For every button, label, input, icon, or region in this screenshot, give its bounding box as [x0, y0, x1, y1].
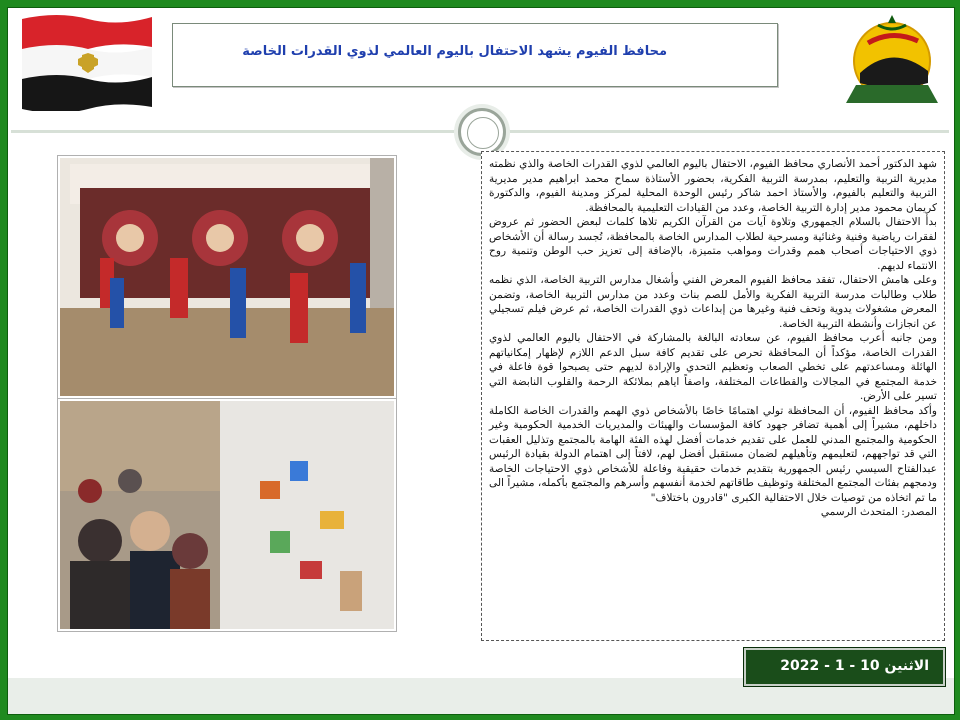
publish-date: الاثنين 10 - 1 - 2022: [780, 658, 929, 674]
celebration-photo: [58, 156, 396, 398]
article-paragraph: وعلى هامش الاحتفال، تفقد محافظ الفيوم المعرض الفني وأشغال مدارس التربية الخاصة، الذي نظمه طلاب وطالبات مدرسة التربية الفكرية والأمل للصم بنات وعدد من مدارس التربية الخاصة، وتضمن المعرض مشغولات يدوية وتحف فنية وغيرها من إبداعات ذوي القدرات الخاصة، ثم عرض فيلم تسجيلي عن انجازات وأنشطة التربية الخاصة.: [489, 274, 937, 330]
circle-ornament: [458, 108, 506, 156]
article-paragraph: وأكد محافظ الفيوم، أن المحافظة تولي اهتمامًا خاصًا بالأشخاص ذوي الهمم والقدرات الخاصة الكاملة داخلهم، مشيراً إلى أهمية تضافر جهود كافة المؤسسات والهيئات والمديريات الخدمية الحكومية وغير الحكومية والمجتمع المدني للعمل على تقديم خدمات أفضل لهذه الفئة الهامة بالمجتمع وتذليل العقبات التي قد تواجههم، لتعليمهم وتأهيلهم لضمان مستقبل أفضل لهم، لافتاً إلى اهتمام الدولة بقيادة الرئيس عبدالفتاح السيسي رئيس الجمهورية بتقديم خدمات حقيقية وفاعلة للأشخاص ذوي الاحتياجات الخاصة ودمجهم بفئات المجتمع المختلفة وتوظيف طاقاتهم لخدمة أنفسهم وأسرهم والمجتمع بأكمله، مشيراً الى ما تم اتخاذه من توصيات خلال الاحتفالية الكبرى "قادرون باختلاف": [489, 404, 937, 504]
article-paragraph: بدأ الاحتفال بالسلام الجمهوري وتلاوة آيات من القرآن الكريم تلاها كلمات لبعض الحضور ثم عروض لفقرات رياضية وفنية وغنائية ومسرحية لطلاب المدارس الخاصة بالمحافظة، تُجسد رسالة أن الأشخاص ذوي الاحتياجات أصحاب همم وقدرات ومواهب متميزة، بالإضافة إلى تعزيز حب الوطن وتنمية روح الانتماء لديهم.: [489, 216, 937, 272]
header: [8, 8, 954, 143]
fayoum-governorate-logo: [838, 13, 946, 108]
article-paragraph: شهد الدكتور أحمد الأنصاري محافظ الفيوم، الاحتفال باليوم العالمي لذوي القدرات الخاصة والذي نظمته مديرية التربية والتعليم، بمدرسة التربية الفكرية، بحضور الأستاذة سماح محمد ابراهيم مدير مديرية التربية والتعليم بالفيوم، والأستاذ احمد شاكر رئيس الوحدة المحلية لمركز ومدينة الفيوم، والدكتورة كريمان محمود مدير إدارة التربية الخاصة، وعدد من القيادات التعليمية بالمحافظة.: [489, 158, 937, 214]
page-title: محافظ الفيوم يشهد الاحتفال باليوم العالمي لذوي القدرات الخاصة: [242, 44, 667, 59]
exhibition-photo: [58, 399, 396, 631]
title-box: [172, 23, 778, 87]
article-body: [481, 151, 945, 641]
article-source: المصدر: المتحدث الرسمي: [820, 506, 937, 518]
egypt-flag-icon: [18, 11, 155, 111]
page-frame: [7, 7, 955, 715]
article-paragraph: ومن جانبه أعرب محافظ الفيوم، عن سعادته البالغة بالمشاركة في الاحتفال باليوم العالمي لذوي القدرات الخاصة، مؤكداً أن المحافظة تحرص على تقديم كافة سبل الدعم اللازم لإظهار إمكانياتهم الهائلة ومساعدتهم على تخطي الصعاب وتعظيم التحدي والإرادة لديهم حتى يصبحوا قوة فاعلة في خدمة المجتمع في المجالات والقطاعات المختلفة، واصفاً اياهم بملائكة الرحمة والقلوب النابضة التي تسير على الأرض.: [489, 332, 937, 402]
date-box: [744, 648, 945, 686]
